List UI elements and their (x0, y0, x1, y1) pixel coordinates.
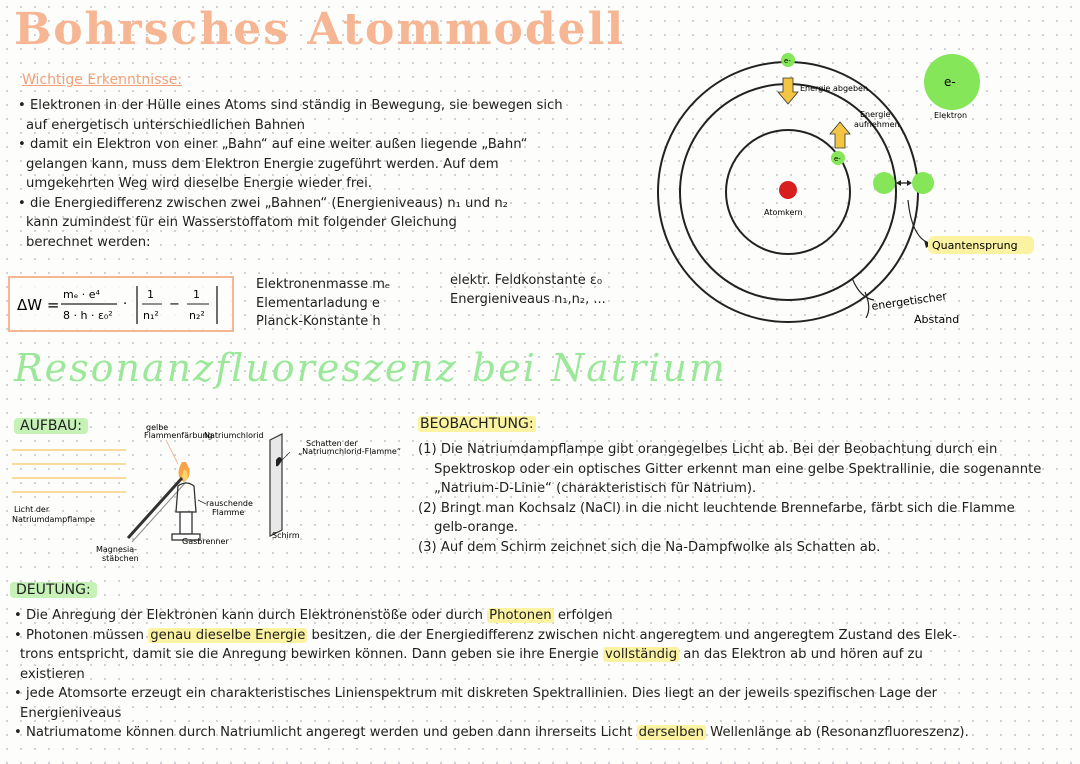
label-energie-aufnehmen-1: Energie (860, 110, 891, 119)
formula-lhs: ΔW = (17, 296, 60, 314)
legend-energieniveaus: Energieniveaus n₁,n₂, ... (450, 291, 606, 307)
formula-dot: · (123, 297, 128, 312)
burner-tube (180, 512, 192, 534)
flame-label-3: Natriumchlorid (204, 431, 264, 440)
erkenntnisse-line: • die Energiedifferenz zwischen zwei „Bahnen“ (Energieniveaus) n₁ und n₂ (18, 195, 508, 211)
erkenntnisse-text (18, 96, 638, 252)
erkenntnisse-line: kann zumindest für ein Wasserstoffatom mit folgender Gleichung (26, 215, 457, 230)
deutung-line: existieren (20, 666, 85, 682)
legend-planck: Planck-Konstante h (256, 314, 381, 329)
beobachtung-line: Spektroskop oder ein optisches Gitter erkennt man eine gelbe Spektrallinie, die sogenannte (434, 461, 1042, 477)
beobachtung-line: (1) Die Natriumdampflampe gibt orangegelbes Licht ab. Bei der Beobachtung durch ein (418, 442, 998, 457)
shadow-pointer (282, 452, 290, 460)
arrow-head-right-icon (907, 180, 912, 186)
bohr-atom-diagram (640, 40, 1080, 340)
formula-f1-den: n₁² (143, 309, 159, 322)
electron-jump-right (912, 172, 934, 194)
deutung-line: Energieniveaus (20, 705, 122, 721)
beobachtung-heading: BEOBACHTUNG: (420, 416, 534, 432)
aufbau-experiment-diagram (6, 420, 416, 580)
quantensprung-pointer (908, 200, 932, 244)
deutung-line (14, 606, 1074, 626)
beobachtung-line: „Natrium-D-Linie“ (charakteristisch für Natrium). (434, 481, 757, 496)
highlight-derselben: derselben (638, 725, 704, 740)
erkenntnisse-line: auf energetisch unterschiedlichen Bahnen (26, 117, 306, 133)
erkenntnisse-line: • Elektronen in der Hülle eines Atoms sind ständig in Bewegung, sie bewegen sich (18, 98, 563, 113)
brenner-flame-label-2: Flamme (212, 508, 245, 517)
magnesia-label-2: stäbchen (102, 554, 139, 563)
erkenntnisse-line: berechnet werden: (26, 234, 151, 250)
formula-f2-num: 1 (193, 288, 200, 301)
formula-legend-col1 (256, 276, 390, 332)
label-quantensprung: Quantensprung (932, 239, 1018, 252)
magnesia-stick (128, 478, 182, 538)
schatten-label-2: „Natriumchlorid-Flamme“ (298, 447, 401, 456)
deutung-text-part: • Photonen müssen (14, 627, 149, 643)
deutung-text-part: • Natriumatome können durch Natriumlicht angeregt werden und geben dann ihrerseits Licht (14, 725, 637, 740)
screen-schirm (270, 434, 282, 536)
light-label-2: Natriumdampflampe (12, 515, 95, 524)
energy-formula (13, 280, 229, 328)
label-energie-aufnehmen-2: aufnehmen (854, 120, 900, 129)
electron-jump-left (873, 172, 895, 194)
electron-top-label: e- (784, 57, 791, 65)
highlight-photonen: Photonen (489, 608, 552, 623)
flame-label-2: Flammenfärbung (144, 431, 213, 440)
legend-electron-label: Elektron (934, 111, 968, 120)
aufbau-heading-text: AUFBAU: (14, 418, 88, 434)
deutung-text (14, 606, 1074, 743)
deutung-text-part: trons entspricht, damit sie die Anregung bewirken können. Dann geben sie ihre Energie (20, 647, 603, 662)
beobachtung-text (418, 440, 1058, 557)
deutung-line (14, 645, 1074, 665)
title-resonanzfluoreszenz: Resonanzfluoreszenz bei Natrium (14, 346, 727, 390)
abstand-bracket (852, 278, 874, 300)
formula-box (8, 276, 234, 332)
flame-label-1: gelbe (146, 423, 169, 432)
magnesia-label-1: Magnesia- (96, 545, 138, 554)
nucleus (779, 181, 797, 199)
brenner-flame-label-1: rauschende (206, 499, 253, 508)
deutung-text-part: • Die Anregung der Elektronen kann durch Elektronenstöße oder durch (14, 608, 488, 623)
legend-feldkonstante: elektr. Feldkonstante ε₀ (450, 273, 603, 288)
beobachtung-line: (2) Bringt man Kochsalz (NaCl) in die nicht leuchtende Brennefarbe, färbt sich die Flamme (418, 500, 1015, 516)
beobachtung-line: gelb-orange. (434, 520, 519, 535)
nucleus-label: Atomkern (764, 208, 803, 217)
label-abstand-2: Abstand (914, 313, 960, 326)
deutung-line: • jede Atomsorte erzeugt ein charakteristisches Linienspektrum mit diskreten Spektrallinien. Dies liegt an der jeweils spezifischen Lage der (14, 686, 938, 701)
legend-electron-symbol: e- (944, 75, 956, 89)
arrow-up-icon (830, 122, 850, 148)
highlight-energie: genau dieselbe Energie (150, 627, 306, 643)
erkenntnisse-line: • damit ein Elektron von einer „Bahn“ auf eine weiter außen liegende „Bahn“ (18, 137, 528, 152)
label-energie-abgeben: Energie abgeben (800, 84, 869, 93)
highlight-vollstaendig: vollständig (605, 647, 678, 662)
schatten-label-1: Schatten der (306, 439, 358, 448)
schirm-label: Schirm (272, 531, 300, 540)
title-bohrsches-atommodell: Bohrsches Atommodell (14, 4, 626, 55)
deutung-text-part: an das Elektron ab und hören auf zu (679, 647, 923, 662)
erkenntnisse-heading: Wichtige Erkenntnisse: (22, 72, 183, 88)
formula-f1-num: 1 (147, 288, 154, 301)
deutung-line (14, 626, 1074, 646)
light-label-1: Licht der (14, 505, 50, 514)
label-abstand-1: energetischer (870, 289, 948, 313)
formula-f2-den: n₂² (189, 309, 205, 322)
erkenntnisse-line: gelangen kann, muss dem Elektron Energie zugeführt werden. Auf dem (26, 156, 499, 172)
gasbrenner-label: Gasbrenner (182, 537, 229, 546)
burner-flame-outline (176, 483, 196, 512)
deutung-heading: DEUTUNG: (10, 582, 97, 598)
brenner-pointer (198, 500, 206, 504)
deutung-text-part: Wellenlänge ab (Resonanzfluoreszenz). (705, 725, 969, 740)
formula-legend-col2 (450, 272, 606, 309)
deutung-heading-wrap (10, 582, 97, 598)
arrow-down-icon (778, 78, 798, 104)
legend-elementarladung: Elementarladung e (256, 295, 380, 311)
flame-pointer (166, 440, 178, 464)
deutung-text-part: besitzen, die der Energiedifferenz zwischen nicht angeregtem und angeregtem Zustand des Elek- (307, 627, 958, 643)
deutung-text-part: erfolgen (553, 608, 613, 623)
formula-num: mₑ · e⁴ (63, 288, 100, 301)
legend-elektronenmasse: Elektronenmasse mₑ (256, 277, 391, 292)
formula-minus: − (169, 297, 180, 312)
erkenntnisse-line: umgekehrten Weg wird dieselbe Energie wieder frei. (26, 176, 372, 191)
beobachtung-heading-wrap (418, 416, 536, 432)
deutung-line (14, 723, 1074, 743)
beobachtung-line: (3) Auf dem Schirm zeichnet sich die Na-Dampfwolke als Schatten ab. (418, 539, 881, 555)
formula-den: 8 · h · ε₀² (63, 309, 113, 322)
electron-mid-label: e- (834, 155, 841, 163)
